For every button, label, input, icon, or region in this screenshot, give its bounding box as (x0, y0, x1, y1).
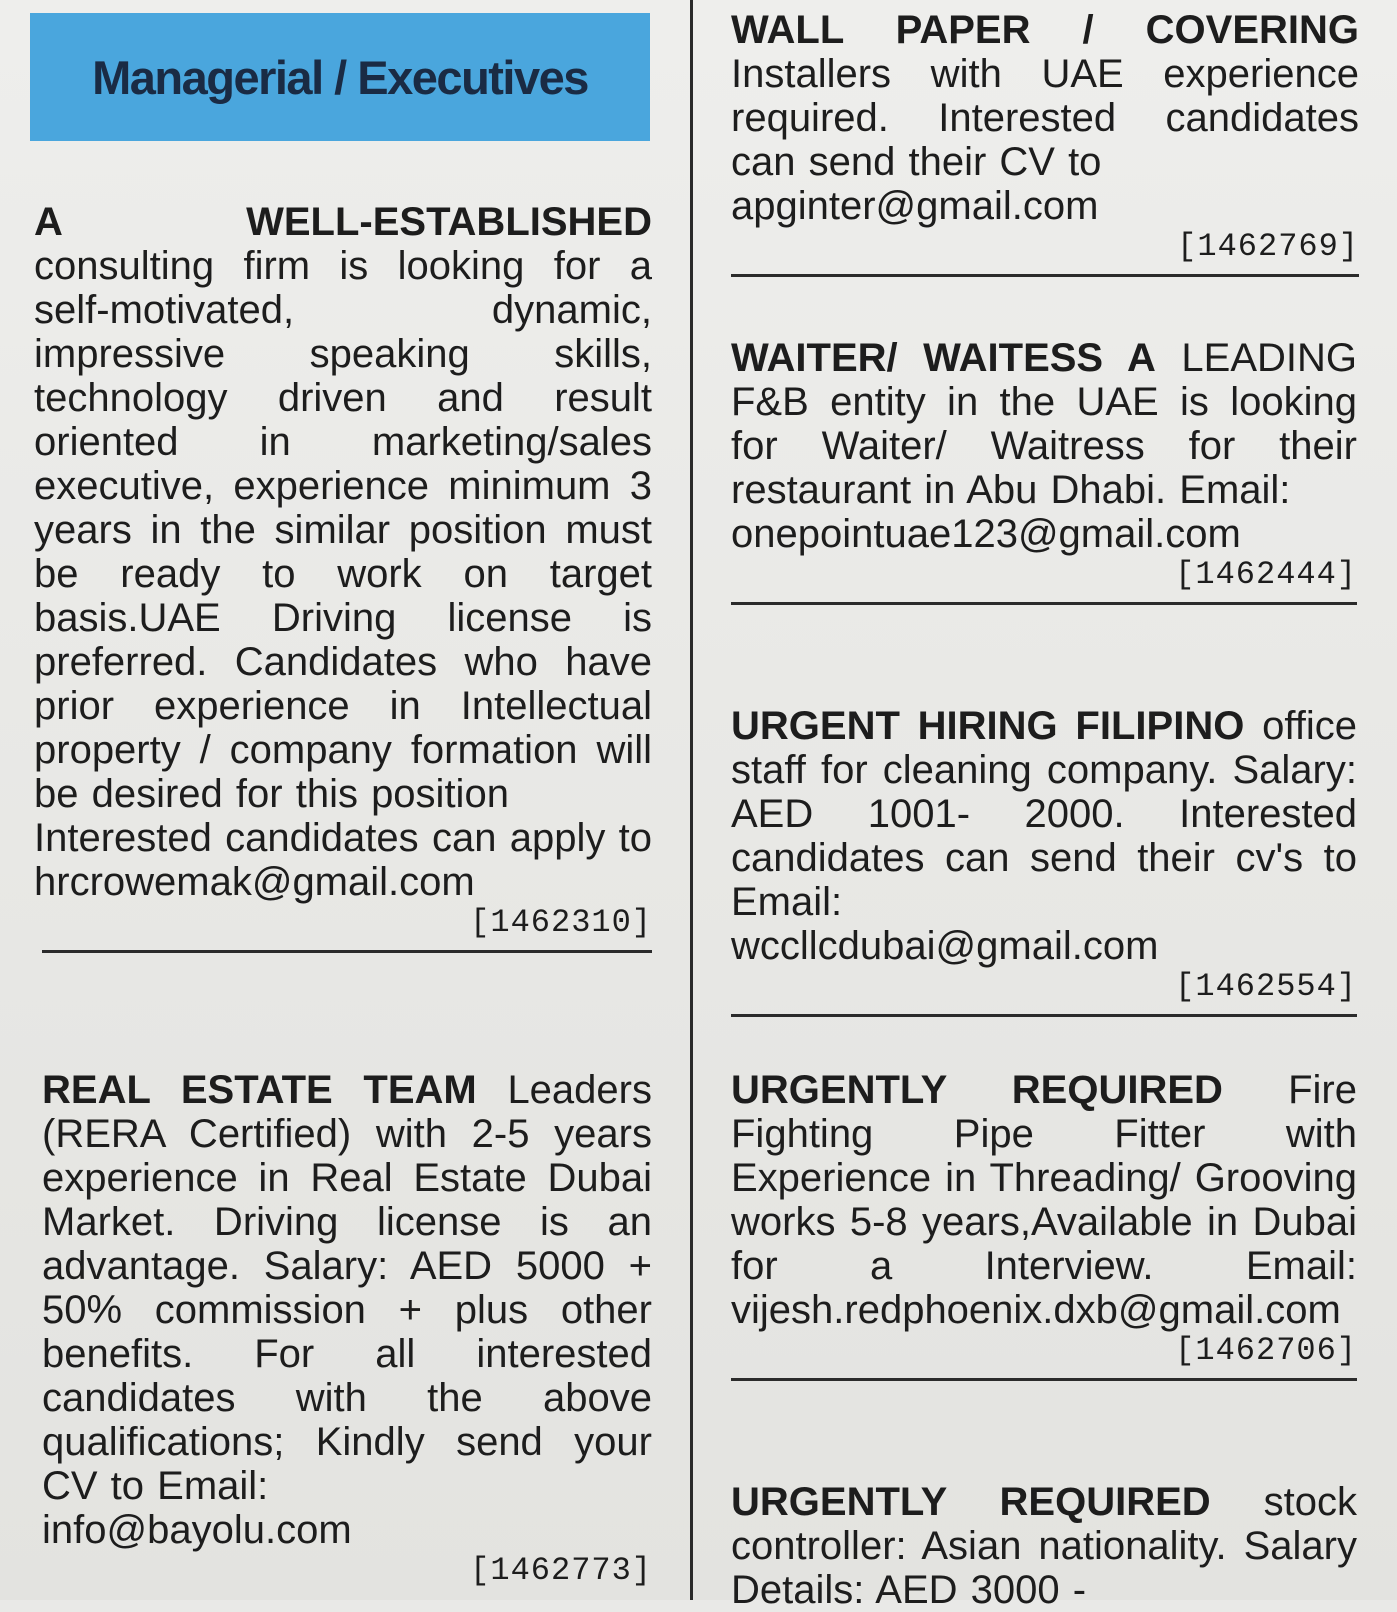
ad-text (42, 1068, 652, 1508)
ad-text (731, 336, 1357, 512)
ad-text (34, 200, 652, 816)
ad-email[interactable]: hrcrowemak@gmail.com (34, 860, 475, 904)
ad-text (731, 1068, 1357, 1332)
ad-separator (731, 1378, 1357, 1381)
ad-email[interactable]: apginter@gmail.com (731, 184, 1099, 228)
ad-body: Leaders (RERA Certified) with 2-5 years experience in Real Estate Dubai Market. Driving license is an advantage. Salary: AED 5000 + 50% commission + plus other benefits. For all interested candidates with the above qualifications; Kindly send your CV to Email: (42, 1068, 652, 1508)
ad-headline: A WELL-ESTABLISHED (34, 200, 652, 244)
classified-ad-waiter (731, 336, 1357, 605)
section-title: Managerial / Executives (92, 50, 588, 104)
ad-reference-number: [1462444] (1175, 556, 1357, 593)
ad-body: Installers with UAE experience required. Interested candidates can send their CV to (731, 52, 1359, 184)
column-divider (690, 0, 693, 1600)
ad-headline: URGENT HIRING FILIPINO (731, 704, 1245, 748)
ad-headline: WAITER/ WAITESS A (731, 336, 1156, 380)
classified-ad-real-estate (42, 1068, 652, 1590)
classified-ad-stock-controller (731, 1480, 1357, 1612)
ad-email[interactable]: info@bayolu.com (42, 1508, 352, 1552)
ad-headline: URGENTLY REQUIRED (731, 1068, 1223, 1112)
classified-ad-wallpaper (731, 8, 1359, 277)
ad-body: Fire Fighting Pipe Fitter with Experience in Threading/ Grooving works 5-8 years,Available in Dubai for a Interview. Email: vijesh.redphoenix.dxb@gmail.com (731, 1068, 1357, 1332)
ad-reference-number: [1462310] (470, 904, 652, 941)
ad-headline: WALL PAPER / COVERING (731, 8, 1359, 52)
ad-body: LEADING F&B entity in the UAE is looking for Waiter/ Waitress for their restaurant in Abu Dhabi. Email: (731, 336, 1357, 512)
classified-ad-consulting (34, 200, 652, 953)
ad-body: office staff for cleaning company. Salary: AED 1001- 2000. Interested candidates can send their cv's to Email: (731, 704, 1357, 924)
ad-text (731, 1480, 1357, 1612)
ad-email[interactable]: onepointuae123@gmail.com (731, 512, 1241, 556)
ad-separator (731, 1014, 1357, 1017)
ad-apply-text: Interested candidates can apply to (34, 816, 652, 860)
ad-separator (731, 274, 1359, 277)
ad-text (731, 8, 1359, 184)
ad-separator (731, 602, 1357, 605)
ad-headline: URGENTLY REQUIRED (731, 1480, 1211, 1524)
ad-body: stock controller: Asian nationality. Salary Details: AED 3000 - (731, 1480, 1357, 1612)
ad-reference-number: [1462769] (1177, 228, 1359, 265)
ad-email[interactable]: wccllcdubai@gmail.com (731, 924, 1159, 968)
ad-headline: REAL ESTATE TEAM (42, 1068, 477, 1112)
ad-reference-number: [1462706] (1175, 1332, 1357, 1369)
section-header (30, 13, 650, 141)
ad-text (731, 704, 1357, 924)
classified-ad-filipino (731, 704, 1357, 1017)
ad-reference-number: [1462554] (1175, 968, 1357, 1005)
ad-separator (42, 950, 652, 953)
classified-ad-pipe-fitter (731, 1068, 1357, 1381)
ad-reference-number: [1462773] (470, 1552, 652, 1589)
ad-body: consulting firm is looking for a self-motivated, dynamic, impressive speaking skills, technology driven and result oriented in marketing/sales executive, experience minimum 3 years in the similar position must be ready to work on target basis.UAE Driving license is preferred. Candidates who have prior experience in Intellectual property / company formation will be desired for this position (34, 244, 652, 816)
